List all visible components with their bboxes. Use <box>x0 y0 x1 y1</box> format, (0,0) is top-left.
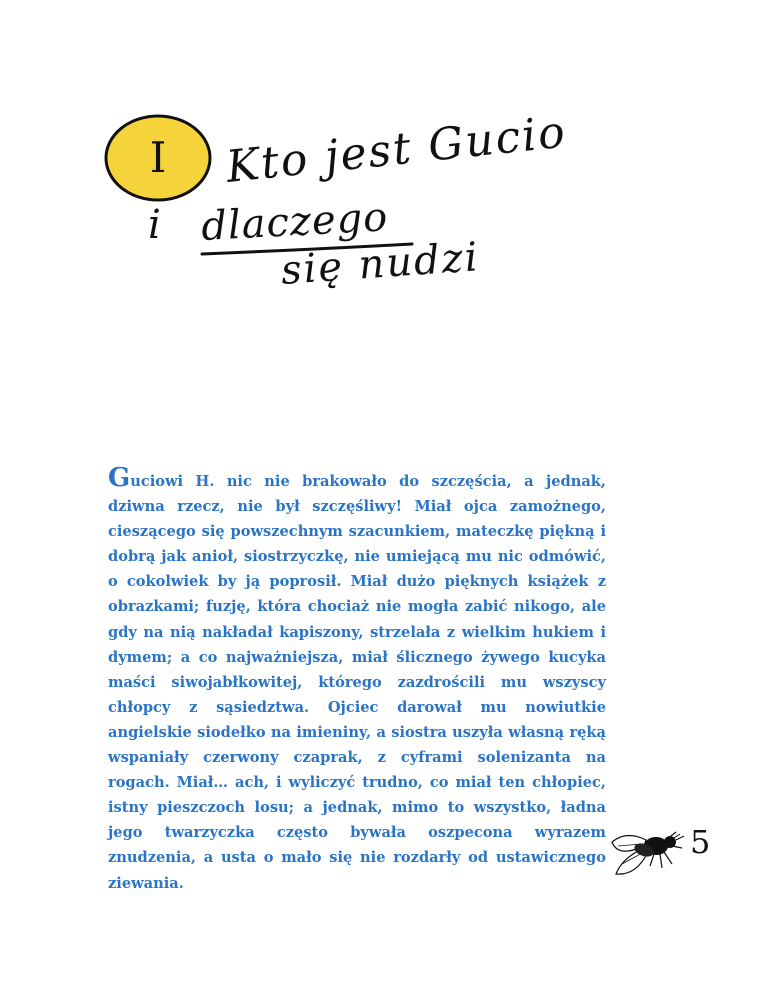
chapter-title-line1: Kto jest Gucio <box>223 106 569 193</box>
chapter-title-line3: się nudzi <box>279 234 481 294</box>
chapter-title-line2-underlined: dlaczego <box>200 194 390 250</box>
chapter-title-line2-prefix: i <box>148 202 161 248</box>
chapter-number: I <box>149 133 167 182</box>
page-number: 5 <box>690 823 711 861</box>
chapter-body-paragraph <box>108 463 606 896</box>
drop-cap: G <box>108 463 131 493</box>
fly-icon <box>606 800 692 886</box>
chapter-heading <box>0 0 768 320</box>
body-text: uciowi H. nic nie brakowało do szczęścia, a jednak, dziwna rzecz, nie był szczęśliwy! Miał ojca zamożnego, cieszącego się powszechnym szacunkiem, mateczkę piękną i dobrą jak anioł, siostrzyczkę, nie umiejącą mu nic odmówić, o cokolwiek by ją poprosił. Miał dużo pięknych książek z obrazkami; fuzję, która chociaż nie mogła zabić nikogo, ale gdy na nią nakładał kapiszony, strzelała z wielkim hukiem i dymem; a co najważniejsza, miał ślicznego żywego kucyka maści siwojabłkowitej, którego zazdrościli mu wszyscy chłopcy z sąsiedztwa. Ojciec darował mu nowiutkie angielskie siodełko na imieniny, a siostra uszyła własną ręką wspaniały czerwony czaprak, z cyframi solenizanta na rogach. Miał… ach, i wyliczyć trudno, co miał ten chłopiec, istny pieszczoch losu; a jednak, mimo to wszystko, ładna jego twarzyczka często bywała oszpecona wyrazem znudzenia, a usta o mało się nie rozdarły od ustawicznego ziewania. <box>108 473 606 892</box>
